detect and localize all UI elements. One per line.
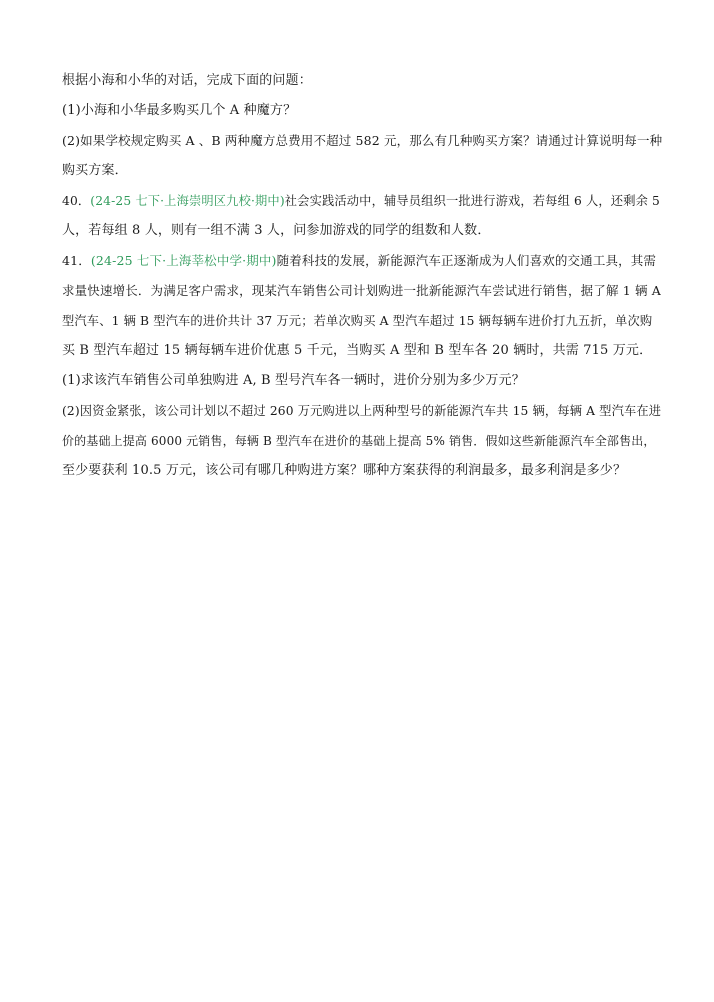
line-text: 社会实践活动中，辅导员组织一批进行游戏，若每组 6 人，还剩余 5 bbox=[284, 194, 660, 208]
text-line bbox=[62, 96, 662, 126]
question-source-link[interactable]: (24-25 七下·上海崇明区九校·期中) bbox=[90, 194, 285, 208]
problem-text bbox=[62, 66, 662, 486]
text-line bbox=[62, 456, 662, 486]
question-41-header bbox=[62, 246, 662, 276]
text-line bbox=[62, 306, 662, 336]
text-line bbox=[62, 156, 662, 186]
line-text: (2)如果学校规定购买 A 、B 两种魔方总费用不超过 582 元，那么有几种购买方案？请通过计算说明每一种 bbox=[62, 133, 663, 148]
line-text: 型汽车、1 辆 B 型汽车的进价共计 37 万元；若单次购买 A 型汽车超过 15 辆每辆车进价打九五折，单次购 bbox=[62, 314, 653, 328]
line-text: 求量快速增长．为满足客户需求，现某汽车销售公司计划购进一批新能源汽车尝试进行销售，据了解 1 辆 A bbox=[62, 283, 661, 298]
question-number: 40． bbox=[62, 194, 91, 208]
text-line bbox=[62, 366, 662, 396]
text-line bbox=[62, 276, 662, 306]
question-40-header bbox=[62, 186, 662, 216]
question-number: 41． bbox=[62, 253, 91, 268]
line-text: 根据小海和小华的对话，完成下面的问题： bbox=[62, 73, 312, 88]
line-text: 买 B 型汽车超过 15 辆每辆车进价优惠 5 千元，当购买 A 型和 B 型车各 20 辆时，共需 715 万元． bbox=[62, 343, 653, 358]
line-text: (1)小海和小华最多购买几个 A 种魔方？ bbox=[62, 103, 297, 118]
line-text: 价的基础上提高 6000 元销售，每辆 B 型汽车在进价的基础上提高 5% 销售．假如这些新能源汽车全部售出， bbox=[62, 434, 656, 448]
text-line bbox=[62, 396, 662, 426]
line-text: (2)因资金紧张，该公司计划以不超过 260 万元购进以上两种型号的新能源汽车共 15 辆，每辆 A 型汽车在进 bbox=[62, 404, 662, 418]
line-text: 人，若每组 8 人，则有一组不满 3 人，问参加游戏的同学的组数和人数． bbox=[62, 223, 491, 238]
text-line bbox=[62, 336, 662, 366]
question-source-link[interactable]: (24-25 七下·上海莘松中学·期中) bbox=[90, 253, 277, 268]
text-line bbox=[62, 126, 662, 156]
text-line bbox=[62, 426, 662, 456]
line-text: (1)求该汽车销售公司单独购进 A, B 型号汽车各一辆时，进价分别为多少万元？ bbox=[62, 373, 525, 388]
line-text: 至少要获利 10.5 万元，该公司有哪几种购进方案？哪种方案获得的利润最多，最多利润是多少？ bbox=[62, 463, 627, 478]
text-line bbox=[62, 66, 662, 96]
line-text: 随着科技的发展，新能源汽车正逐渐成为人们喜欢的交通工具，其需 bbox=[276, 253, 657, 268]
line-text: 购买方案． bbox=[62, 163, 128, 178]
text-line bbox=[62, 216, 662, 246]
